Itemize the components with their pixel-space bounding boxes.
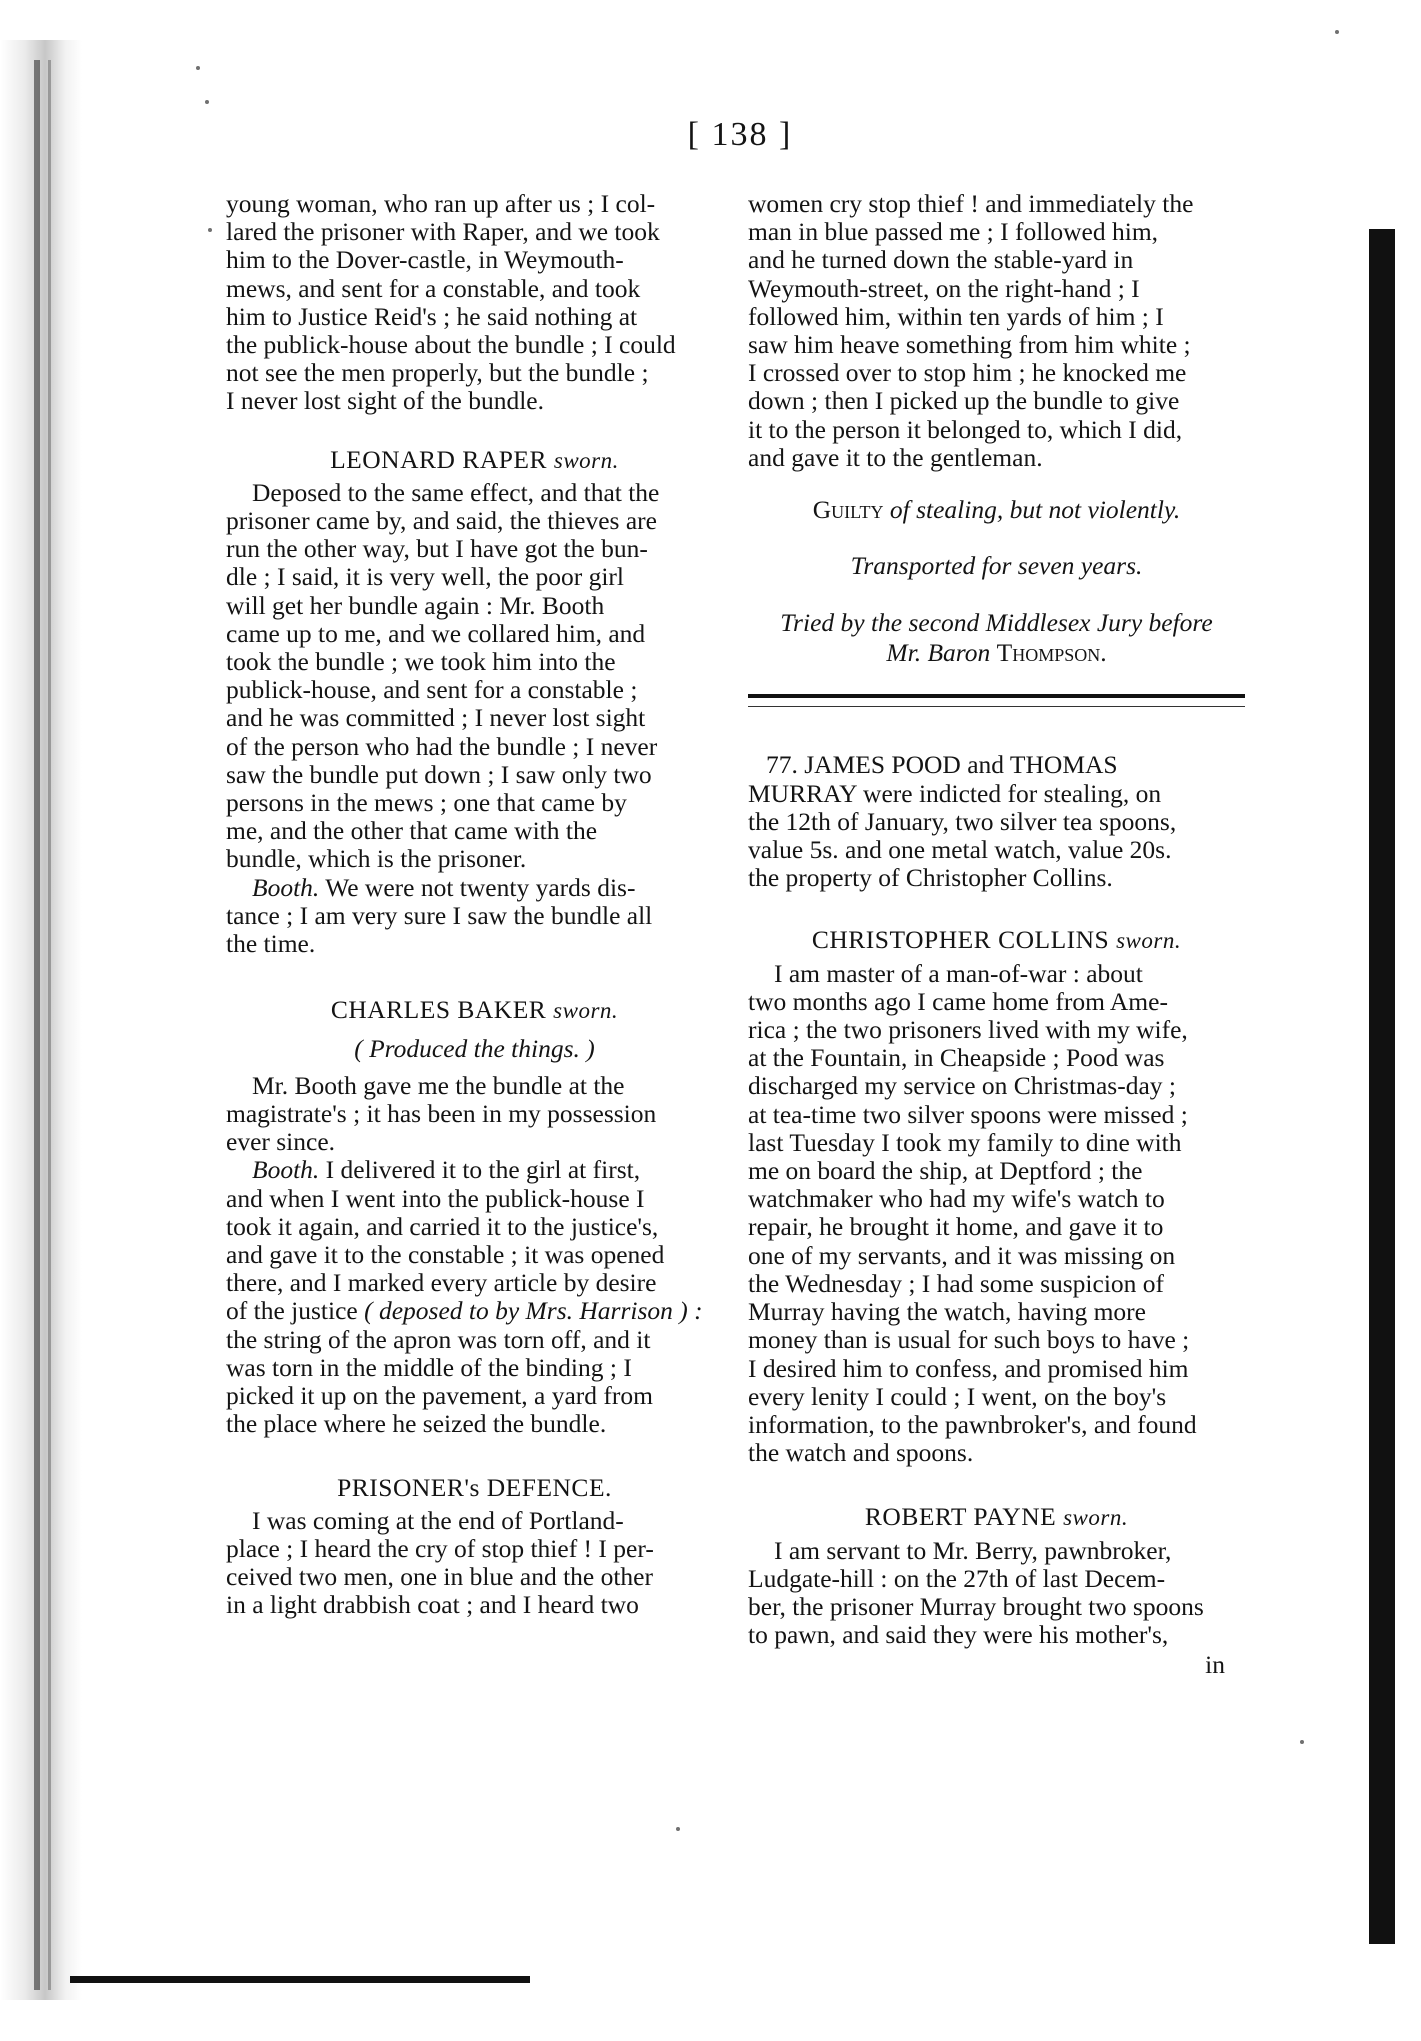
text-line: last Tuesday I took my family to dine with — [748, 1127, 1182, 1157]
text-line: will get her bundle again : Mr. Booth — [226, 590, 605, 620]
right-intro — [748, 190, 1245, 472]
text-line: young woman, who ran up after us ; I col- — [226, 189, 656, 218]
text-line: repair, he brought it home, and gave it to — [748, 1212, 1164, 1242]
text-line: mews, and sent for a constable, and took — [226, 273, 641, 303]
testimony-raper — [226, 479, 723, 958]
text-line: run the other way, but I have got the bun- — [226, 534, 648, 564]
witness-heading-raper — [226, 446, 723, 475]
judge-name: Thompson. — [996, 638, 1107, 668]
sworn-label: sworn. — [553, 998, 619, 1024]
defence-heading: PRISONER's DEFENCE. — [337, 1473, 612, 1503]
text-line: Weymouth-street, on the right-hand ; I — [748, 273, 1140, 303]
text-line: the string of the apron was torn off, and it — [226, 1324, 651, 1354]
testimony-baker — [226, 1072, 723, 1439]
sworn-label: sworn. — [1116, 928, 1182, 954]
tried-by — [748, 608, 1245, 668]
sworn-label: sworn. — [1063, 1505, 1129, 1531]
text-line: and he was committed ; I never lost sight — [226, 703, 646, 733]
text-line — [226, 874, 723, 902]
spacer — [748, 707, 1245, 751]
binding-shadow — [0, 40, 82, 2000]
text-line: him to Justice Reid's ; he said nothing at — [226, 301, 638, 331]
text-line: information, to the pawnbroker's, and found — [748, 1409, 1197, 1439]
text-line: I crossed over to stop him ; he knocked me — [748, 358, 1187, 388]
testimony-collins — [748, 960, 1245, 1468]
text-line: the 12th of January, two silver tea spoons, — [748, 806, 1177, 836]
text-line: publick-house, and sent for a constable ; — [226, 675, 638, 705]
text-line: followed him, within ten yards of him ; I — [748, 301, 1164, 331]
text-line: two months ago I came home from Ame- — [748, 986, 1168, 1016]
text-line: and gave it to the gentleman. — [748, 442, 1043, 472]
defence-text — [226, 1507, 723, 1620]
text-line: the Wednesday ; I had some suspicion of — [748, 1268, 1165, 1298]
text-line: not see the men properly, but the bundle ; — [226, 358, 649, 388]
text-line: ber, the prisoner Murray brought two spoons — [748, 1591, 1204, 1621]
text-line: man in blue passed me ; I followed him, — [748, 217, 1159, 247]
text-line: bundle, which is the prisoner. — [226, 844, 527, 874]
text-fragment: We were not twenty yards dis- — [319, 872, 636, 902]
scan-speck — [1335, 30, 1339, 34]
witness-heading-baker — [226, 996, 723, 1025]
text-line: came up to me, and we collared him, and — [226, 618, 646, 648]
deposed-note: ( deposed to by Mrs. Harrison ) : — [364, 1296, 703, 1326]
text-line: the publick-house about the bundle ; I could — [226, 330, 676, 360]
text-line: saw the bundle put down ; I saw only two — [226, 759, 652, 789]
page-number: [ 138 ] — [687, 116, 793, 153]
verdict-guilty: Guilty — [812, 495, 884, 525]
text-line: ever since. — [226, 1127, 336, 1157]
text-line — [226, 1297, 723, 1325]
text-line: me on board the ship, at Deptford ; the — [748, 1156, 1143, 1186]
case-separator-rule — [748, 694, 1245, 707]
verdict-detail: of stealing, but not violently. — [883, 495, 1181, 525]
text-line: one of my servants, and it was missing on — [748, 1240, 1176, 1270]
text-line: I am servant to Mr. Berry, pawnbroker, — [774, 1535, 1172, 1565]
left-column — [226, 190, 723, 1619]
text-line: money than is usual for such boys to have ; — [748, 1325, 1190, 1355]
text-line: and when I went into the publick-house I — [226, 1183, 645, 1213]
text-line: value 5s. and one metal watch, value 20s. — [748, 835, 1172, 865]
text-line: him to the Dover-castle, in Weymouth- — [226, 245, 624, 275]
text-line: saw him heave something from him white ; — [748, 330, 1191, 360]
verdict — [748, 496, 1245, 524]
text-line: ceived two men, one in blue and the other — [226, 1561, 653, 1591]
witness-name: LEONARD RAPER — [330, 444, 547, 474]
text-line: lared the prisoner with Raper, and we took — [226, 217, 660, 247]
right-scan-bar — [1369, 229, 1395, 1944]
text-line: discharged my service on Christmas-day ; — [748, 1071, 1176, 1101]
speaker-label: Booth. — [252, 1155, 320, 1185]
sworn-label: sworn. — [553, 447, 619, 473]
text-line: persons in the mews ; one that came by — [226, 788, 627, 818]
case-77-indictment — [748, 751, 1245, 892]
text-line: there, and I marked every article by desire — [226, 1268, 657, 1298]
text-line: took the bundle ; we took him into the — [226, 647, 616, 677]
text-line: me, and the other that came with the — [226, 816, 598, 846]
binding-edge — [34, 60, 40, 1990]
text-line: it to the person it belonged to, which I did, — [748, 414, 1183, 444]
text-line: watchmaker who had my wife's watch to — [748, 1184, 1165, 1214]
text-line: magistrate's ; it has been in my possession — [226, 1098, 657, 1128]
text-line: 77. JAMES POOD and THOMAS — [766, 750, 1118, 780]
text-fragment: I delivered it to the girl at first, — [319, 1155, 641, 1185]
left-intro — [226, 190, 723, 416]
text-line: at tea-time two silver spoons were missed ; — [748, 1099, 1188, 1129]
witness-name: CHARLES BAKER — [330, 995, 547, 1025]
text-line: and gave it to the constable ; it was opened — [226, 1239, 665, 1269]
witness-heading-collins — [748, 926, 1245, 955]
text-line: every lenity I could ; I went, on the boy's — [748, 1381, 1167, 1411]
text-line: to pawn, and said they were his mother's, — [748, 1620, 1169, 1650]
bottom-scan-rule — [70, 1976, 530, 1983]
text-line: place ; I heard the cry of stop thief ! I per- — [226, 1533, 654, 1563]
scan-speck — [196, 66, 200, 70]
text-line: picked it up on the pavement, a yard from — [226, 1380, 653, 1410]
scan-speck — [1300, 1740, 1304, 1744]
tried-line: Tried by the second Middlesex Jury before — [780, 608, 1213, 638]
text-line: was torn in the middle of the binding ; I — [226, 1352, 632, 1382]
text-fragment: of the justice — [226, 1296, 365, 1326]
witness-name: CHRISTOPHER COLLINS — [811, 925, 1110, 955]
text-line: rica ; the two prisoners lived with my wife, — [748, 1015, 1188, 1045]
text-line: I was coming at the end of Portland- — [252, 1505, 624, 1535]
text-line: the time. — [226, 929, 316, 959]
witness-heading-payne — [748, 1503, 1245, 1532]
tried-line — [748, 638, 1245, 668]
text-line: the watch and spoons. — [748, 1438, 974, 1468]
text-line: MURRAY were indicted for stealing, on — [748, 778, 1162, 808]
scan-speck — [676, 1827, 680, 1831]
right-column — [748, 190, 1245, 1680]
sentence: Transported for seven years. — [850, 551, 1143, 581]
text-line — [226, 1156, 723, 1184]
text-line: in a light drabbish coat ; and I heard two — [226, 1590, 639, 1620]
text-line: and he turned down the stable-yard in — [748, 245, 1134, 275]
text-line: prisoner came by, and said, the thieves are — [226, 506, 657, 536]
text-line: Murray having the watch, having more — [748, 1297, 1146, 1327]
produced-note: ( Produced the things. ) — [354, 1034, 595, 1064]
text-line: I desired him to confess, and promised him — [748, 1353, 1189, 1383]
witness-name: ROBERT PAYNE — [864, 1502, 1057, 1532]
text-line: Ludgate-hill : on the 27th of last Decem- — [748, 1563, 1166, 1593]
catchword: in — [1205, 1650, 1225, 1680]
text-line: I am master of a man-of-war : about — [774, 958, 1143, 988]
scan-speck — [205, 100, 209, 104]
text-line: women cry stop thief ! and immediately the — [748, 189, 1194, 218]
text-line: I never lost sight of the bundle. — [226, 386, 544, 416]
text-line: the property of Christopher Collins. — [748, 863, 1113, 893]
text-line: down ; then I picked up the bundle to give — [748, 386, 1180, 416]
text-line: Mr. Booth gave me the bundle at the — [252, 1070, 625, 1100]
speaker-label: Booth. — [252, 872, 320, 902]
scan-speck — [208, 228, 212, 232]
text-line: dle ; I said, it is very well, the poor girl — [226, 562, 625, 592]
binding-edge-inner — [48, 60, 51, 1990]
text-line: took it again, and carried it to the justice's, — [226, 1211, 659, 1241]
text-fragment: Mr. Baron — [886, 638, 997, 668]
testimony-payne — [748, 1537, 1245, 1680]
text-line: at the Fountain, in Cheapside ; Pood was — [748, 1043, 1165, 1073]
text-line: tance ; I am very sure I saw the bundle all — [226, 900, 653, 930]
text-line: the place where he seized the bundle. — [226, 1409, 607, 1439]
text-line: Deposed to the same effect, and that the — [252, 477, 660, 507]
text-line: of the person who had the bundle ; I never — [226, 731, 658, 761]
